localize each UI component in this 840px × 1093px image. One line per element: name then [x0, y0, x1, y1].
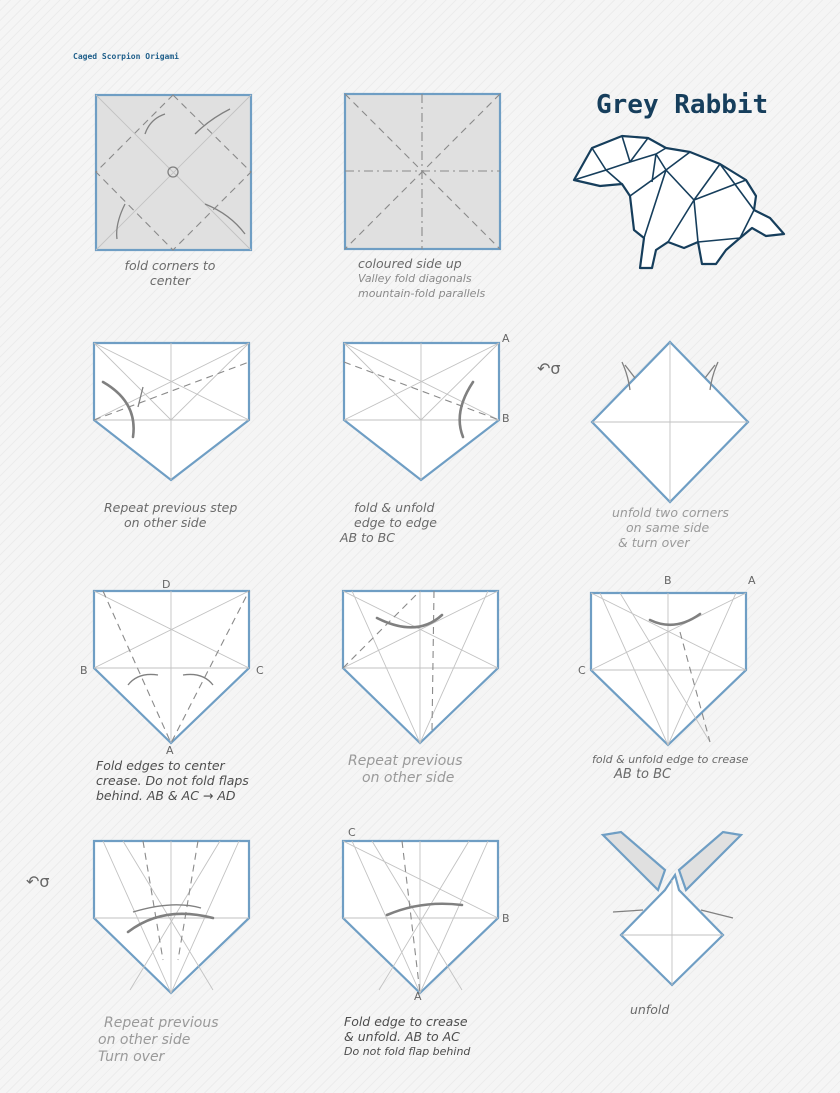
step-3-diagram [93, 342, 250, 482]
step-7-diagram [342, 590, 499, 745]
step-8-caption: fold & unfold edge to crease AB to BC [592, 753, 749, 782]
step-9-diagram [93, 840, 250, 995]
step-11-diagram [603, 830, 743, 990]
step-4-label-b: B [502, 412, 510, 425]
step-8-label-a: A [748, 574, 756, 587]
step-6-label-c: C [256, 664, 264, 677]
step-2-caption: coloured side up Valley fold diagonals mountain-fold parallels [358, 256, 486, 300]
step-7-caption: Repeat previous on other side [348, 753, 463, 786]
step-8-label-c: C [578, 664, 586, 677]
step-4-label-a: A [502, 332, 510, 345]
step-8-label-b: B [664, 574, 672, 587]
step-4-caption: fold & unfold edge to edge AB to BC [340, 500, 437, 545]
step-10-caption: Fold edge to crease & unfold. AB to AC Do not fold flap behind [344, 1014, 471, 1058]
step-10-diagram [342, 840, 499, 995]
step-11-caption: unfold [630, 1002, 670, 1017]
step-9-caption: Repeat previous on other side Turn over [98, 1015, 219, 1065]
brand-label: Caged Scorpion Origami [73, 52, 179, 61]
turn-over-left-icon: ↶σ [26, 872, 50, 891]
step-4-diagram [343, 342, 500, 482]
rabbit-logo-icon [570, 130, 790, 275]
step-6-label-d: D [162, 578, 171, 591]
step-5-caption: unfold two corners on same side & turn over [612, 505, 729, 550]
step-1-caption: fold corners to center [124, 258, 216, 288]
step-5-diagram [590, 340, 750, 505]
page-title: Grey Rabbit [596, 90, 769, 120]
step-6-label-a: A [166, 744, 174, 757]
step-6-diagram [93, 590, 250, 745]
step-6-caption: Fold edges to center crease. Do not fold flaps behind. AB & AC → AD [96, 758, 249, 803]
step-10-label-a: A [414, 990, 422, 1003]
turn-over-icon: ↶σ [537, 359, 561, 378]
step-1-diagram [95, 94, 252, 251]
step-6-label-b: B [80, 664, 88, 677]
step-2-diagram [344, 93, 501, 250]
step-10-label-b: B [502, 912, 510, 925]
step-8-diagram [590, 592, 747, 747]
step-10-label-c: C [348, 826, 356, 839]
step-3-caption: Repeat previous step on other side [104, 500, 238, 530]
